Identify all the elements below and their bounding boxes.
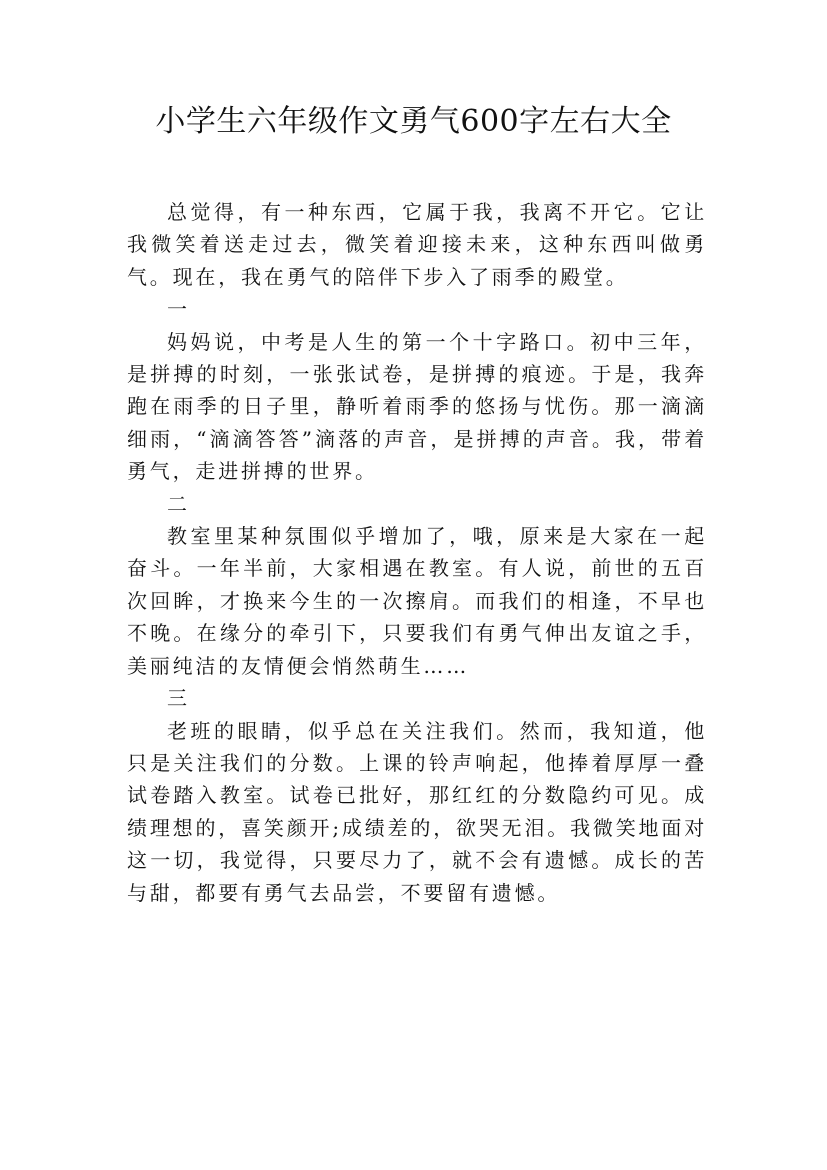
section-marker-three: 三 (167, 686, 187, 711)
document-title: 小学生六年级作文勇气600字左右大全 (155, 104, 672, 139)
paragraph-section-two: 教室里某种氛围似乎增加了，哦，原来是大家在一起奋斗。一年半前，大家相遇在教室。有人说，前世的五百次回眸，才换来今生的一次擦肩。而我们的相逢，不早也不晚。在缘分的牵引下，只要我们有勇气伸出友谊之手，美丽纯洁的友情便会悄然萌生…… (127, 524, 707, 678)
paragraph-section-one: 妈妈说，中考是人生的第一个十字路口。初中三年，是拼搏的时刻，一张张试卷，是拼搏的痕迹。于是，我奔跑在雨季的日子里，静听着雨季的悠扬与忧伤。那一滴滴细雨，“滴滴答答”滴落的声音，是拼搏的声音。我，带着勇气，走进拼搏的世界。 (127, 329, 707, 484)
paragraph-intro: 总觉得，有一种东西，它属于我，我离不开它。它让我微笑着送走过去，微笑着迎接未来，这种东西叫做勇气。现在，我在勇气的陪伴下步入了雨季的殿堂。 (127, 200, 707, 289)
document-body (127, 196, 707, 909)
section-marker-one: 一 (167, 297, 187, 322)
paragraph-section-three: 老班的眼睛，似乎总在关注我们。然而，我知道，他只是关注我们的分数。上课的铃声响起，他捧着厚厚一叠试卷踏入教室。试卷已批好，那红红的分数隐约可见。成绩理想的，喜笑颜开;成绩差的，欲哭无泪。我微笑地面对这一切，我觉得，只要尽力了，就不会有遗憾。成长的苦与甜，都要有勇气去品尝，不要留有遗憾。 (127, 718, 707, 905)
section-marker-two: 二 (167, 491, 187, 516)
